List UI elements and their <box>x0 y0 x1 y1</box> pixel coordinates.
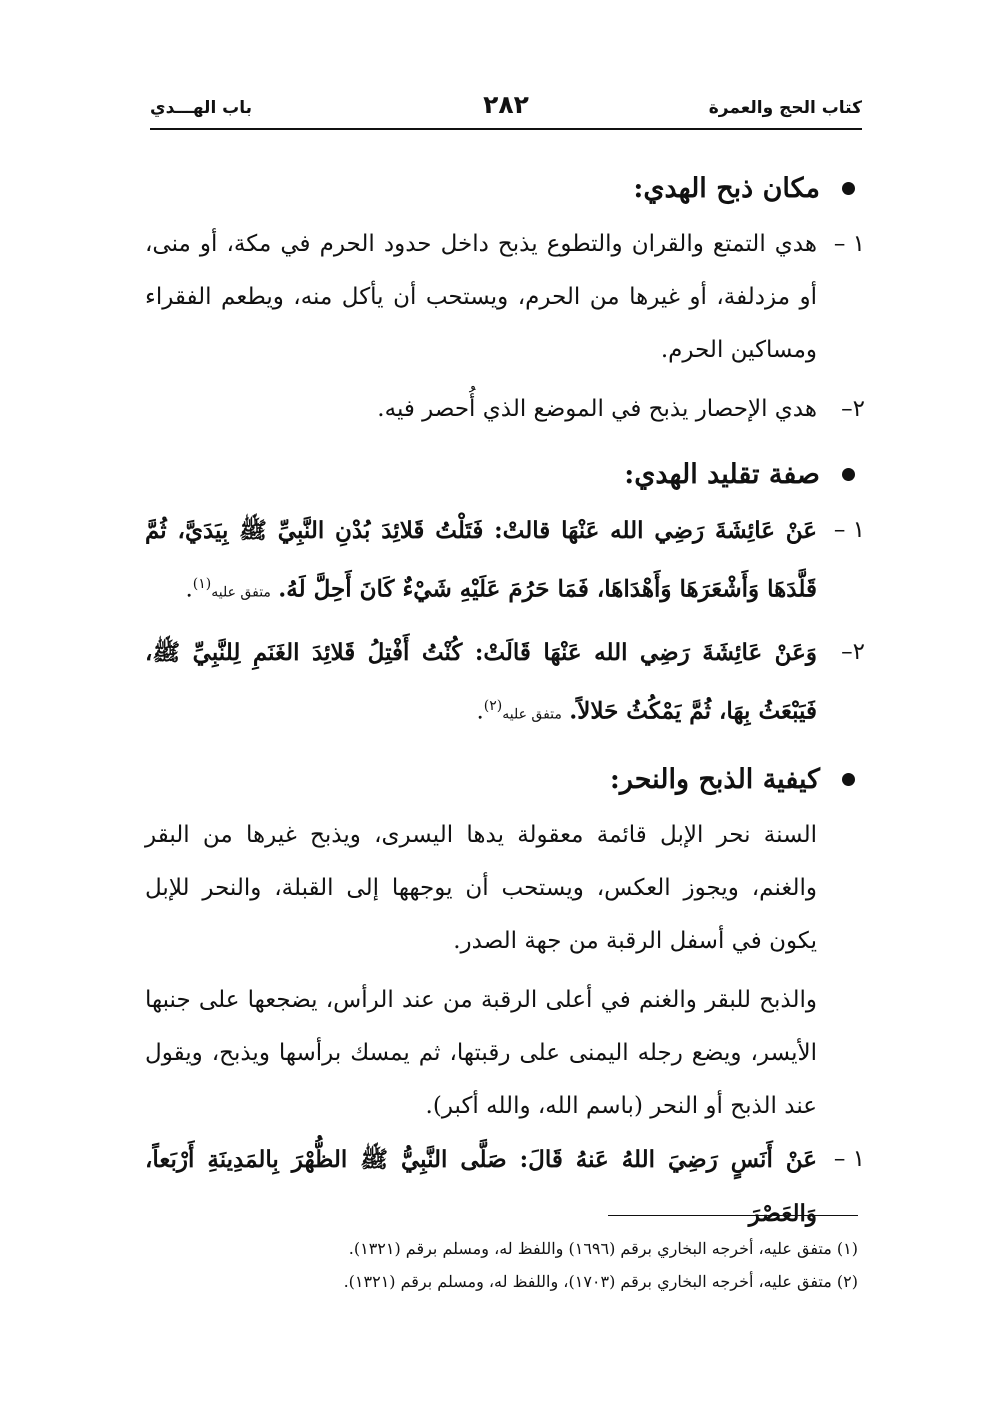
bullet-icon <box>842 468 855 481</box>
item-number: ١ – <box>833 517 865 543</box>
hadith-item-1: ١ – عَنْ عَائِشَةَ رَضِي الله عَنْهَا قالتْ: فَتَلْتُ قَلائِدَ بُدْنِ النَّبِيِّ ﷺ بِيَدَيَّ، ثُمَّ قَلَّدَهَا وَأَشْعَرَهَا وَأَهْدَاهَا، فَمَا حَرُمَ عَلَيْهِ شَيْءٌ كَانَ أَحِلَّ لَهُ. متفق عليه$^{(١)}$. <box>145 504 865 620</box>
hadith-text: وَعَنْ عَائِشَةَ رَضِي الله عَنْهَا قَالَتْ: كُنْتُ أَفْتِلُ قَلائِدَ الغَنَمِ لِلنَّبِيِّ ﷺ، فَيَبْعَثُ بِهَا، ثُمَّ يَمْكُثُ حَلالاً. <box>145 638 817 725</box>
item-number: ٢– <box>841 638 865 665</box>
hadith-reference: متفق عليه <box>502 706 562 723</box>
item-text: هدي التمتع والقران والتطوع يذبح داخل حدود الحرم في مكة، أو منى، أو مزدلفة، أو غيرها من الحرم، ويستحب أن يأكل منه، ويطعم الفقراء ومساكين الحرم. <box>145 231 817 363</box>
book-title: كتاب الحج والعمرة <box>708 98 862 118</box>
section-heading-taqlid <box>145 446 865 502</box>
footnote-marker: (١) <box>192 576 212 592</box>
footnote-2: (٢) متفق عليه، أخرجه البخاري برقم (١٧٠٣)، واللفظ له، ومسلم برقم (١٣٢١). <box>343 1272 858 1291</box>
footnote-divider <box>608 1215 858 1216</box>
item-number: ١ – <box>833 1146 865 1173</box>
item-number: ١ – <box>833 231 865 257</box>
bullet-icon <box>842 773 855 786</box>
bullet-icon <box>842 182 855 195</box>
hadith-reference: متفق عليه <box>211 584 271 601</box>
hadith-item-anas <box>145 1133 865 1241</box>
hadith-item-2: ٢– وَعَنْ عَائِشَةَ رَضِي الله عَنْهَا قَالَتْ: كُنْتُ أَفْتِلُ قَلائِدَ الغَنَمِ لِلنَّبِيِّ ﷺ، فَيَبْعَثُ بِهَا، ثُمَّ يَمْكُثُ حَلالاً. متفق عليه$^{(٢)}$. <box>145 626 865 742</box>
heading-text: صفة تقليد الهدي: <box>624 458 820 490</box>
hadith-text: عَنْ عَائِشَةَ رَضِي الله عَنْهَا قالتْ: فَتَلْتُ قَلائِدَ بُدْنِ النَّبِيِّ ﷺ بِيَدَيَّ، ثُمَّ قَلَّدَهَا وَأَشْعَرَهَا وَأَهْدَاهَا، فَمَا حَرُمَ عَلَيْهِ شَيْءٌ كَانَ أَحِلَّ لَهُ. <box>145 517 817 603</box>
footnote-marker: (٢) <box>483 697 503 714</box>
chapter-title: باب الهـــدي <box>150 98 253 118</box>
item-number: ٢– <box>841 396 865 422</box>
page-number: ٢٨٢ <box>483 90 529 119</box>
item-text: هدي الإحصار يذبح في الموضع الذي أُحصر فيه. <box>377 396 817 422</box>
footnotes <box>138 1232 858 1298</box>
section-heading-place <box>145 160 865 216</box>
hadith-text: عَنْ أَنَسٍ رَضِيَ اللهُ عَنهُ قَالَ: صَلَّى النَّبِيُّ ﷺ الظُّهْرَ بِالمَدِينَةِ أَرْبَعاً، وَالعَصْرَ <box>145 1146 818 1228</box>
heading-text: مكان ذبح الهدي: <box>633 172 820 204</box>
paragraph-dhabh: والذبح للبقر والغنم في أعلى الرقبة من عند الرأس، يضجعها على جنبها الأيسر، ويضع رجله اليمنى على رقبتها، ثم يمسك برأسها ويذبح، ويقول عند الذبح أو النحر (باسم الله، والله أكبر). <box>145 987 817 1120</box>
page-content <box>145 160 865 1241</box>
list-item-place-1 <box>145 218 865 377</box>
heading-text: كيفية الذبح والنحر: <box>609 763 820 795</box>
paragraph-nahr: السنة نحر الإبل قائمة معقولة يدها اليسرى، ويذبح غيرها من البقر والغنم، ويجوز العكس، ويستحب أن يوجهها إلى القبلة، والنحر للإبل يكون في أسفل الرقبة من جهة الصدر. <box>145 822 817 955</box>
section-heading-method <box>145 751 865 807</box>
footnote-1: (١) متفق عليه، أخرجه البخاري برقم (١٦٩٦) واللفظ له، ومسلم برقم (١٣٢١). <box>348 1239 858 1258</box>
running-header <box>150 88 862 130</box>
list-item-place-2 <box>145 383 865 436</box>
